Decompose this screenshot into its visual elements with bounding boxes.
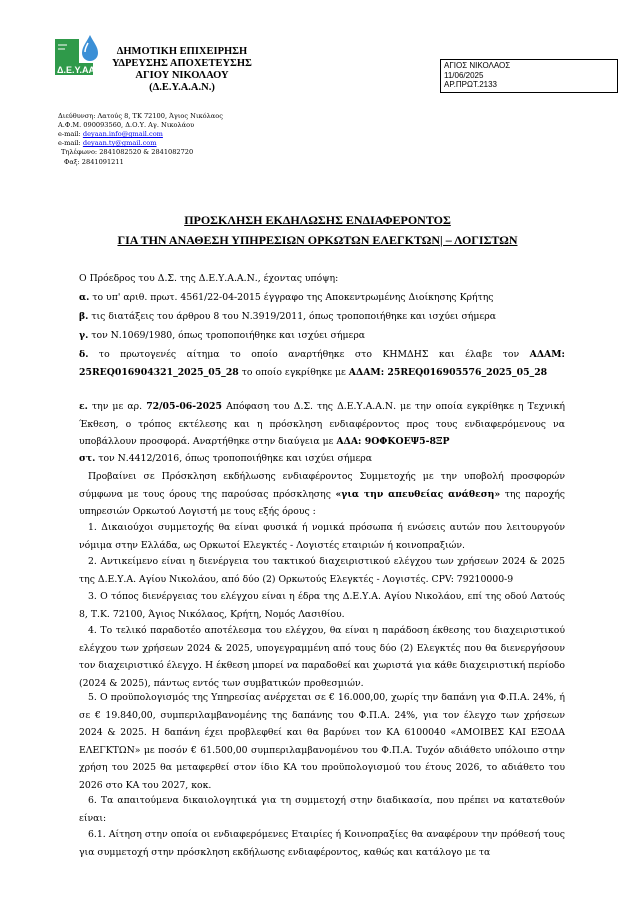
item-b-text: τις διατάξεις του άρθρου 8 του Ν.3919/2011, όπως τροποποιήθηκε και ισχύει σήμερα <box>88 311 496 322</box>
invitation-text-1: Προβαίνει σε Πρόσκληση εκδήλωσης ενδιαφέροντος Συμμετοχής με την υποβολή προσφορών σύμφωνα με τους όρους της παρούσας πρόσκλησης <box>79 471 565 500</box>
org-name-line-4: (Δ.Ε.Υ.Α.Α.Ν.) <box>149 82 215 93</box>
org-name-line-3: ΑΓΙΟΥ ΝΙΚΟΛΑΟΥ <box>135 70 229 81</box>
logo-lettering: Δ.Ε.Υ.ΑΑΝ <box>57 65 101 75</box>
item-c-mark: γ. <box>79 330 89 341</box>
intro-text: Ο Πρόεδρος του Δ.Σ. της Δ.Ε.Υ.Α.Α.Ν., έχοντας υπόψη: <box>79 273 339 284</box>
item-d-adam-1: ΑΔΑΜ: 25REQ016904321_2025_05_28 <box>79 349 565 378</box>
item-a-mark: α. <box>79 292 90 303</box>
item-a-text: το υπ' αριθ. πρωτ. 4561/22-04-2015 έγγραφο της Αποκεντρωμένης Διοίκησης Κρήτης <box>89 292 494 303</box>
contact-fax: Φαξ: 2841091211 <box>64 158 124 166</box>
term-4: 4. Το τελικό παραδοτέο αποτέλεσμα του ελέγχου, θα είναι η παράδοση έκθεσης του διαχειριστικού ελέγχου των χρήσεων 2024 & 2025, υπογεγραμμένη από τους δύο (2) Ελεγκτές που θα διενεργήσουν τον διαχειριστικό έλεγχο. Η έκθεση μπορεί να παραδοθεί και χωριστά για κάθε διαχειριστική περίοδο (2024 & 2025), πάντως εντός των συμβατικών προθεσμιών. <box>79 625 565 689</box>
invitation-direct-award: «για την απευθείας ανάθεση» <box>335 488 501 500</box>
item-c <box>79 327 565 345</box>
item-b-mark: β. <box>79 311 89 322</box>
reference-box <box>440 59 618 93</box>
term-3: 3. Ο τόπος διενέργειας του ελέγχου είναι η έδρα της Δ.Ε.Υ.Α. Αγίου Νικολάου, επί της οδού Λατούς 8, Τ.Κ. 72100, Άγιος Νικόλαος, Κρήτη, Νομός Λασιθίου. <box>79 591 565 620</box>
org-name-line-2: ΥΔΡΕΥΣΗΣ ΑΠΟΧΕΤΕΥΣΗΣ <box>112 58 252 69</box>
item-b <box>79 308 565 326</box>
contact-afm: Α.Φ.Μ. 090093560, Δ.Ο.Υ. Αγ. Νικολάου <box>58 121 195 129</box>
item-a <box>79 289 565 307</box>
term-1: 1. Δικαιούχοι συμμετοχής θα είναι φυσικά ή νομικά πρόσωπα ή ενώσεις αυτών που λειτουργούν νόμιμα στην Ελλάδα, ως Ορκωτοί Ελεγκτές - Λογιστές εταιριών ή κοινοπραξιών. <box>79 522 565 551</box>
item-e-mark: ε. <box>79 401 88 412</box>
item-d-text-2: το οποίο εγκρίθηκε με <box>238 366 349 378</box>
invitation-paragraph <box>79 468 565 521</box>
term-6-1: 6.1. Αίτηση στην οποία οι ενδιαφερόμενες Εταιρίες ή Κοινοπραξίες θα αναφέρουν την πρόθεσή τους για συμμετοχή στην πρόσκληση εκδήλωσης ενδιαφέροντος, καθώς και κατάλογο με τα <box>79 829 565 858</box>
contact-email-2 <box>58 139 157 147</box>
contact-email-1 <box>58 130 163 138</box>
email-label: e-mail: <box>58 130 81 138</box>
email-label: e-mail: <box>58 139 81 147</box>
item-st-text: τον Ν.4412/2016, όπως τροποποιήθηκε και ισχύει σήμερα <box>95 453 373 464</box>
item-d-text-1: το πρωτογενές αίτημα το οποίο αναρτήθηκε στο ΚΗΜΔΗΣ και έλαβε τον <box>88 349 530 360</box>
item-st-mark: στ. <box>79 453 96 464</box>
document-title-line-1: ΠΡΟΣΚΛΗΣΗ ΕΚΔΗΛΩΣΗΣ ΕΝΔΙΑΦΕΡΟΝΤΟΣ <box>184 213 451 227</box>
item-c-text: τον Ν.1069/1980, όπως τροποποιήθηκε και ισχύει σήμερα <box>88 330 366 341</box>
term-6: 6. Τα απαιτούμενα δικαιολογητικά για τη συμμετοχή στην διαδικασία, που πρέπει να κατατεθούν είναι: <box>79 795 565 824</box>
contact-phone: Τηλέφωνο: 2841082520 & 2841082720 <box>61 148 194 156</box>
org-name-line-1: ΔΗΜΟΤΙΚΗ ΕΠΙΧΕΙΡΗΣΗ <box>116 46 248 57</box>
item-st <box>79 450 565 468</box>
document-title-line-2: ΓΙΑ ΤΗΝ ΑΝΑΘΕΣΗ ΥΠΗΡΕΣΙΩΝ ΟΡΚΩΤΩΝ ΕΛΕΓΚΤΩΝ| – ΛΟΓΙΣΤΩΝ <box>117 233 518 247</box>
contact-address: Διεύθυνση: Λατούς 8, ΤΚ 72100, Άγιος Νικόλαος <box>58 112 223 120</box>
ref-protocol: ΑΡ.ΠΡΩΤ.2133 <box>444 80 497 90</box>
intro-paragraph <box>79 270 565 288</box>
item-e-text-1: την με αρ. <box>87 401 147 412</box>
invitation-text-2: της παροχής υπηρεσιών Ορκωτού Λογιστή με τους εξής όρους : <box>79 488 565 517</box>
ref-date: 11/06/2025 <box>444 70 484 80</box>
item-d-mark: δ. <box>79 349 89 360</box>
email-link-info[interactable]: deyaan.info@gmail.com <box>82 130 163 138</box>
email-link-ty[interactable]: deyaan.ty@gmail.com <box>82 139 157 147</box>
item-e-decision-ref: 72/05-06-2025 <box>146 401 222 412</box>
item-d <box>79 346 565 381</box>
term-5: 5. Ο προϋπολογισμός της Υπηρεσίας ανέρχεται σε € 16.000,00, χωρίς την δαπάνη για Φ.Π.Α. 24%, ή σε € 19.840,00, συμπεριλαμβανομένης της δαπάνης του Φ.Π.Α. 24%, για τον έλεγχο των χρήσεων 2024 & 2025. Η δαπάνη έχει προβλεφθεί και θα βαρύνει τον ΚΑ 6100040 «ΑΜΟΙΒΕΣ ΚΑΙ ΕΞΟΔΑ ΕΛΕΓΚΤΩΝ» με ποσόν € 61.500,00 συμπεριλαμβανομένου του Φ.Π.Α. Τυχόν αδιάθετο υπόλοιπο στην χρήση του 2025 θα μεταφερθεί στον ίδιο ΚΑ του προϋπολογισμού του έτους 2026, το αδιάθετο του 2026 στο ΚΑ του 2027, κοκ. <box>79 692 565 791</box>
item-e-text-2: Απόφαση του Δ.Σ. της Δ.Ε.Υ.Α.Α.Ν. με την οποία εγκρίθηκε η Τεχνική Έκθεση, ο τρόπος εκτέλεσης και η πρόσκληση ενδιαφέροντος προς τους ενδιαφερόμενους να υποβάλλουν προσφορά. Αναρτήθηκε στην διαύγεια με <box>79 401 566 447</box>
item-e <box>79 398 565 451</box>
term-2: 2. Αντικείμενο είναι η διενέργεια του τακτικού διαχειριστικού ελέγχου των χρήσεων 2024 & 2025 της Δ.Ε.Υ.Α. Αγίου Νικολάου, από δύο (2) Ορκωτούς Ελεγκτές - Λογιστές. CPV: 79210000-9 <box>79 556 565 585</box>
item-e-ada: ΑΔΑ: 9ΟΦΚΟΕΨ5-8ΞΡ <box>336 436 450 447</box>
ref-place: ΑΓΙΟΣ ΝΙΚΟΛΑΟΣ <box>444 61 511 70</box>
item-d-adam-2: ΑΔΑΜ: 25REQ016905576_2025_05_28 <box>348 366 548 378</box>
